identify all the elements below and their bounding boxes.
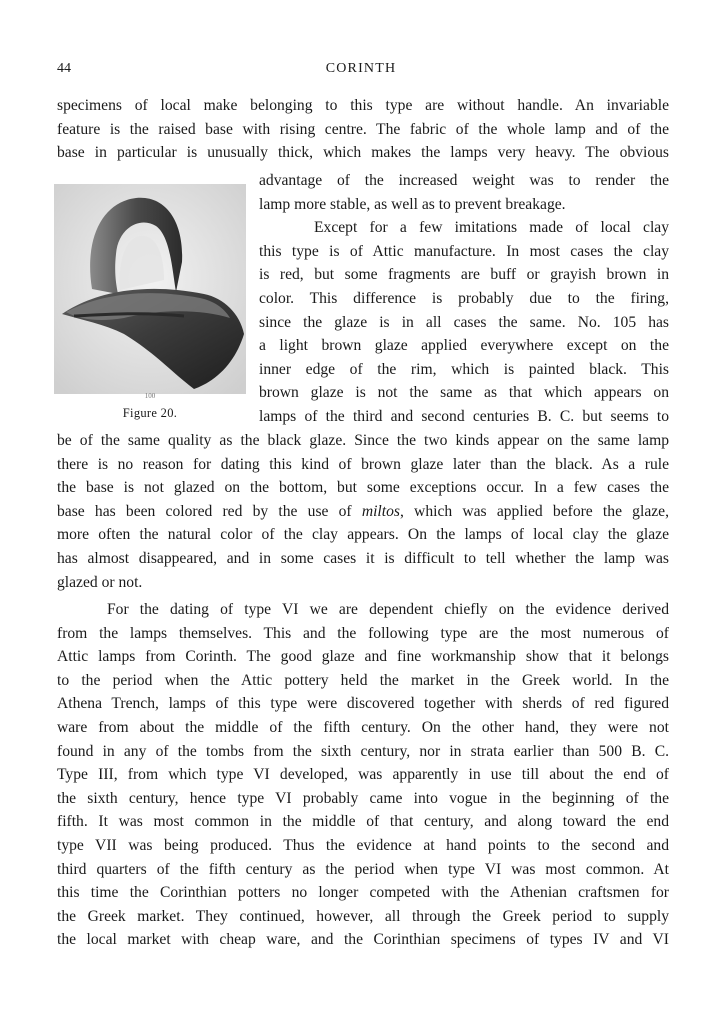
text-line: the local market with cheap ware, and the Corinthian specimens of types IV and VI [57, 931, 669, 949]
text-line: the sixth century, hence type VI probably came into vogue in the beginning of the [57, 789, 669, 807]
text-line: from the lamps themselves. This and the following type are the most numerous of [57, 624, 669, 642]
text-line: be of the same quality as the black glaze. Since the two kinds appear on the same lamp [57, 432, 669, 449]
text-line: there is no reason for dating this kind of brown glaze later than the black. As a rule [57, 455, 669, 473]
text-block-bottom [57, 598, 669, 952]
text-line: to the period when the Attic pottery held the market in the Greek world. In the [57, 671, 669, 689]
text-line: brown glaze is not the same as that which appears on [259, 384, 669, 402]
italic-term: miltos [361, 502, 400, 520]
text-line: base in particular is unusually thick, which makes the lamps very heavy. The obvious [57, 144, 669, 162]
text-line: lamps of the third and second centuries B. C. but seems to [259, 407, 669, 425]
text-block-beside-figure [259, 169, 669, 429]
text-line: type VII was being produced. Thus the evidence at hand points to the second and [57, 836, 669, 854]
text-line: is red, but some fragments are buff or grayish brown in [259, 266, 669, 284]
text-line: feature is the raised base with rising centre. The fabric of the whole lamp and of the [57, 120, 669, 138]
text-line: Type III, from which type VI developed, was apparently in use till about the end of [57, 766, 669, 784]
text-line: specimens of local make belonging to this type are without handle. An invariable [57, 97, 669, 114]
text-line: the Greek market. They continued, however, all through the Greek period to supply [57, 907, 669, 925]
running-head: CORINTH [325, 61, 397, 76]
text-line: fifth. It was most common in the middle of that century, and along toward the end [57, 813, 669, 831]
text-line: inner edge of the rim, which is painted black. This [259, 360, 669, 378]
page-number: 44 [57, 61, 71, 76]
text-line: Athena Trench, lamps of this type were discovered together with sherds of red figured [57, 695, 669, 713]
figure-20 [54, 184, 246, 420]
text-line: more often the natural color of the clay appears. On the lamps of local clay the glaze [57, 526, 669, 544]
lamp-fragment-photo [54, 184, 246, 394]
text-line: color. This difference is probably due to the firing, [259, 289, 669, 307]
text-line: glazed or not. [57, 573, 143, 591]
text-line: the base is not glazed on the bottom, but some exceptions occur. In a few cases the [57, 479, 669, 497]
text-line: ware from about the middle of the fifth century. On the other hand, they were not [57, 718, 669, 736]
text-block-middle [57, 429, 669, 594]
photo-number: 100 [144, 392, 156, 400]
text-line: since the glaze is in all cases the same. No. 105 has [259, 313, 669, 331]
text-line: third quarters of the fifth century as the period when type VI was most common. At [57, 860, 669, 878]
text-line: advantage of the increased weight was to render the [259, 172, 669, 189]
figure-caption: Figure 20. [122, 406, 178, 420]
text-block-top [57, 94, 669, 165]
text-line: this time the Corinthian potters no longer competed with the Athenian craftsmen for [57, 884, 669, 902]
text-line-part: base has been colored red by the use of [57, 502, 352, 520]
text-line-part: , which was applied before the glaze, [399, 502, 669, 520]
text-line: Except for a few imitations made of local clay [314, 219, 669, 237]
text-line: has almost disappeared, and in some cases it is difficult to tell whether the lamp was [57, 549, 669, 567]
text-line: found in any of the tombs from the sixth century, nor in strata earlier than 500 B. C. [57, 742, 669, 760]
text-line: this type is of Attic manufacture. In most cases the clay [259, 242, 669, 260]
page-header [57, 61, 665, 81]
text-line: a light brown glaze applied everywhere except on the [259, 337, 669, 355]
text-line [57, 500, 669, 524]
text-line: lamp more stable, as well as to prevent breakage. [259, 195, 566, 213]
text-line: Attic lamps from Corinth. The good glaze and fine workmanship show that it belongs [57, 648, 669, 666]
text-line: For the dating of type VI we are dependent chiefly on the evidence derived [107, 601, 669, 618]
